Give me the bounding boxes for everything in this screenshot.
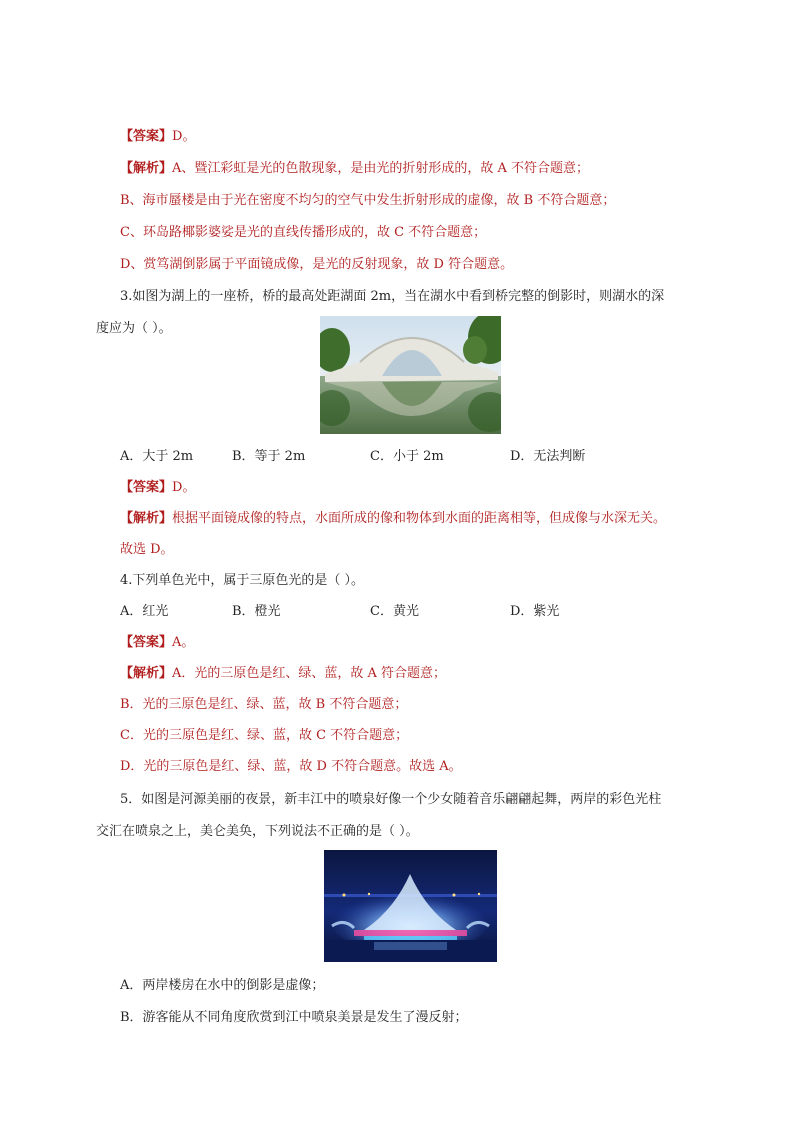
q3-stem-line-2: 度应为（ ）。 — [96, 321, 172, 336]
q4-answer — [120, 634, 194, 652]
q3-analysis-line-1 — [120, 510, 666, 528]
bridge-reflection-image — [320, 316, 501, 434]
analysis-tag: 【解析】 — [120, 511, 173, 526]
q4-option-d[interactable]: D．紫光 — [510, 604, 560, 619]
night-fountain-image — [324, 850, 497, 962]
q4-option-a[interactable]: A．红光 — [120, 604, 169, 619]
q2-analysis-line-3: C、环岛路椰影婆娑是光的直线传播形成的，故 C 不符合题意； — [120, 225, 487, 240]
q3-stem-line-1: 3.如图为湖上的一座桥，桥的最高处距湖面 2m，当在湖水中看到桥完整的倒影时，则湖水的深 — [120, 289, 665, 304]
q4-analysis-line-2: B．光的三原色是红、绿、蓝，故 B 不符合题意； — [120, 697, 408, 712]
answer-tag: 【答案】 — [120, 480, 173, 495]
q5-option-b[interactable]: B．游客能从不同角度欣赏到江中喷泉美景是发生了漫反射； — [120, 1010, 468, 1025]
analysis-text: A．光的三原色是红、绿、蓝，故 A 符合题意； — [172, 666, 447, 681]
q3-option-d[interactable]: D．无法判断 — [510, 449, 586, 464]
answer-value: D。 — [172, 129, 196, 144]
q4-analysis-line-3: C．光的三原色是红、绿、蓝，故 C 不符合题意； — [120, 728, 409, 743]
q5-stem-line-2: 交汇在喷泉之上，美仑美奂，下列说法不正确的是（ ）。 — [96, 824, 419, 839]
q4-analysis-line-4: D．光的三原色是红、绿、蓝，故 D 不符合题意。故选 A。 — [120, 759, 462, 774]
analysis-text: A、暨江彩虹是光的色散现象，是由光的折射形成的，故 A 不符合题意； — [172, 161, 590, 176]
answer-value: A。 — [172, 635, 195, 650]
q3-answer — [120, 479, 195, 497]
q4-option-b[interactable]: B．橙光 — [232, 604, 281, 619]
q3-option-b[interactable]: B．等于 2m — [232, 449, 306, 464]
answer-value: D。 — [172, 480, 196, 495]
analysis-text: 根据平面镜成像的特点，水面所成的像和物体到水面的距离相等，但成像与水深无关。 — [172, 511, 667, 526]
analysis-tag: 【解析】 — [120, 161, 173, 176]
q5-option-a[interactable]: A．两岸楼房在水中的倒影是虚像； — [120, 978, 325, 993]
q2-analysis-line-1 — [120, 160, 589, 178]
q5-stem-line-1: 5．如图是河源美丽的夜景，新丰江中的喷泉好像一个少女随着音乐翩翩起舞，两岸的彩色光柱 — [120, 792, 662, 807]
q3-analysis-line-2: 故选 D。 — [120, 542, 174, 557]
q4-analysis-line-1 — [120, 665, 446, 683]
q3-option-a[interactable]: A．大于 2m — [120, 449, 194, 464]
answer-tag: 【答案】 — [120, 129, 173, 144]
answer-tag: 【答案】 — [120, 635, 173, 650]
q2-answer — [120, 128, 195, 146]
q2-analysis-line-4: D、赏笃湖倒影属于平面镜成像，是光的反射现象，故 D 符合题意。 — [120, 257, 514, 272]
q2-analysis-line-2: B、海市蜃楼是由于光在密度不均匀的空气中发生折射形成的虚像，故 B 不符合题意； — [120, 193, 616, 208]
q3-option-c[interactable]: C．小于 2m — [370, 449, 444, 464]
analysis-tag: 【解析】 — [120, 666, 173, 681]
q4-option-c[interactable]: C．黄光 — [370, 604, 419, 619]
q4-stem: 4.下列单色光中，属于三原色光的是（ ）。 — [120, 573, 365, 588]
